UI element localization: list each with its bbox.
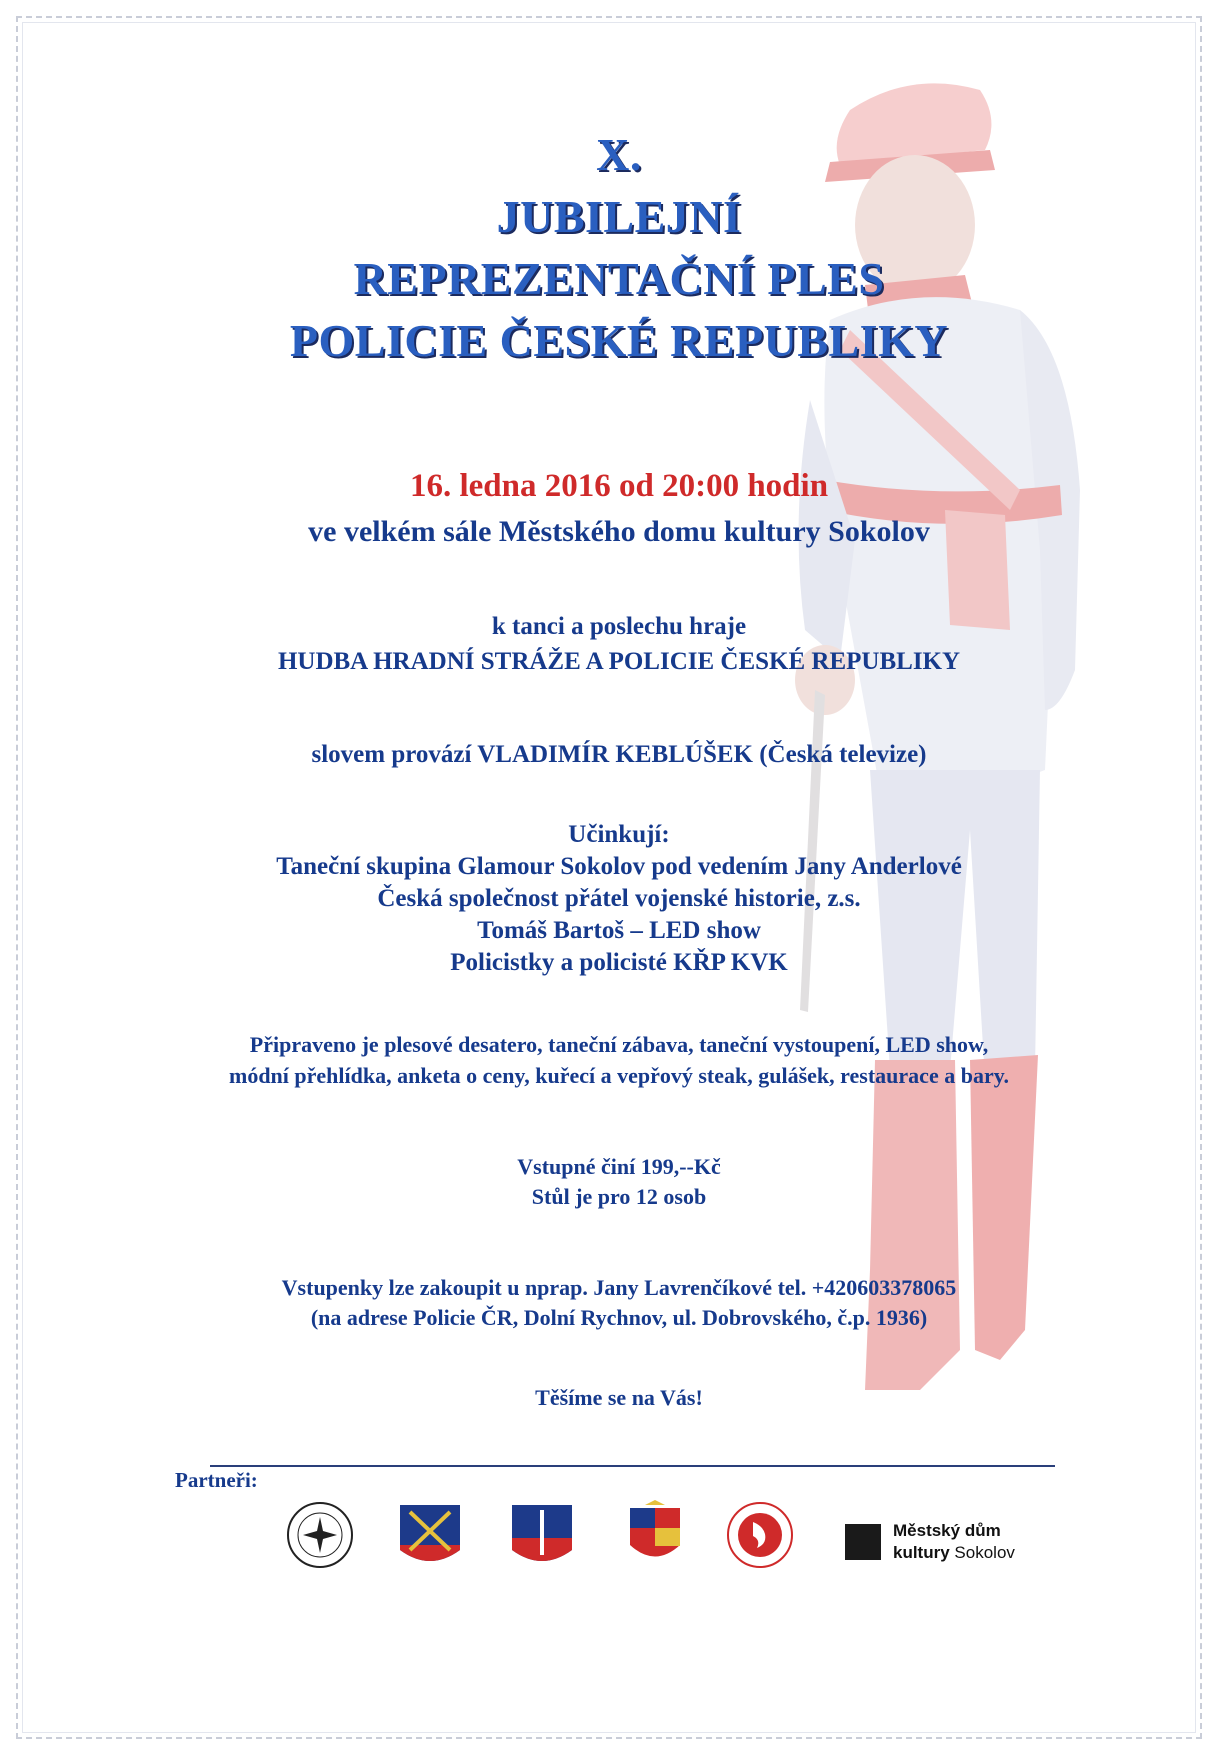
crossed-swords-shield-logo bbox=[395, 1500, 465, 1570]
mdk-name-line1: Městský dům bbox=[893, 1521, 1001, 1540]
mdk-bell-icon bbox=[845, 1524, 881, 1560]
music-band: HUDBA HRADNÍ STRÁŽE A POLICIE ČESKÉ REPUBLIKY bbox=[277, 648, 961, 675]
partners-label: Partneři: bbox=[175, 1468, 258, 1492]
heading-jubilee: JUBILEJNÍ bbox=[496, 191, 742, 242]
heading-police: POLICIE ČESKÉ REPUBLIKY bbox=[289, 315, 949, 366]
event-venue: ve velkém sále Městského domu kultury Sokolov bbox=[308, 515, 930, 548]
performer-item: Policistky a policisté KŘP KVK bbox=[450, 949, 788, 976]
admission-table: Stůl je pro 12 osob bbox=[531, 1184, 707, 1209]
heading-number: X. bbox=[596, 129, 642, 180]
police-star-logo bbox=[285, 1500, 355, 1570]
closing-line: Těšíme se na Vás! bbox=[535, 1385, 703, 1410]
performers-label: Učinkují: bbox=[568, 821, 670, 848]
partners-divider bbox=[210, 1465, 1055, 1467]
mdk-sokolov-logo bbox=[845, 1520, 1025, 1570]
mdk-name-line2-light: Sokolov bbox=[954, 1543, 1015, 1562]
performer-item: Česká společnost přátel vojenské historie, z.s. bbox=[377, 885, 861, 912]
program-line: Připraveno je plesové desatero, taneční zábava, taneční vystoupení, LED show, bbox=[249, 1032, 989, 1057]
sword-shield-logo bbox=[507, 1500, 577, 1570]
admission-price: Vstupné činí 199,--Kč bbox=[517, 1154, 721, 1179]
program-line: módní přehlídka, anketa o ceny, kuřecí a vepřový steak, gulášek, restaurace a bary. bbox=[229, 1063, 1009, 1088]
tickets-address: (na adrese Policie ČR, Dolní Rychnov, ul. Dobrovského, č.p. 1936) bbox=[310, 1305, 928, 1330]
performer-item: Tomáš Bartoš – LED show bbox=[477, 917, 761, 944]
event-date: 16. ledna 2016 od 20:00 hodin bbox=[409, 468, 829, 504]
heading-ball: REPREZENTAČNÍ PLES bbox=[353, 253, 885, 304]
tickets-contact: Vstupenky lze zakoupit u nprap. Jany Lavrenčíkové tel. +420603378065 bbox=[281, 1275, 957, 1300]
music-intro: k tanci a poslechu hraje bbox=[491, 613, 747, 640]
coat-of-arms-logo bbox=[620, 1500, 690, 1570]
history-society-logo bbox=[725, 1500, 795, 1570]
mdk-name-line2-bold: kultury bbox=[893, 1543, 950, 1562]
performer-item: Taneční skupina Glamour Sokolov pod vedením Jany Anderlové bbox=[276, 853, 962, 880]
host-line: slovem provází VLADIMÍR KEBLÚŠEK (Česká televize) bbox=[311, 741, 927, 768]
